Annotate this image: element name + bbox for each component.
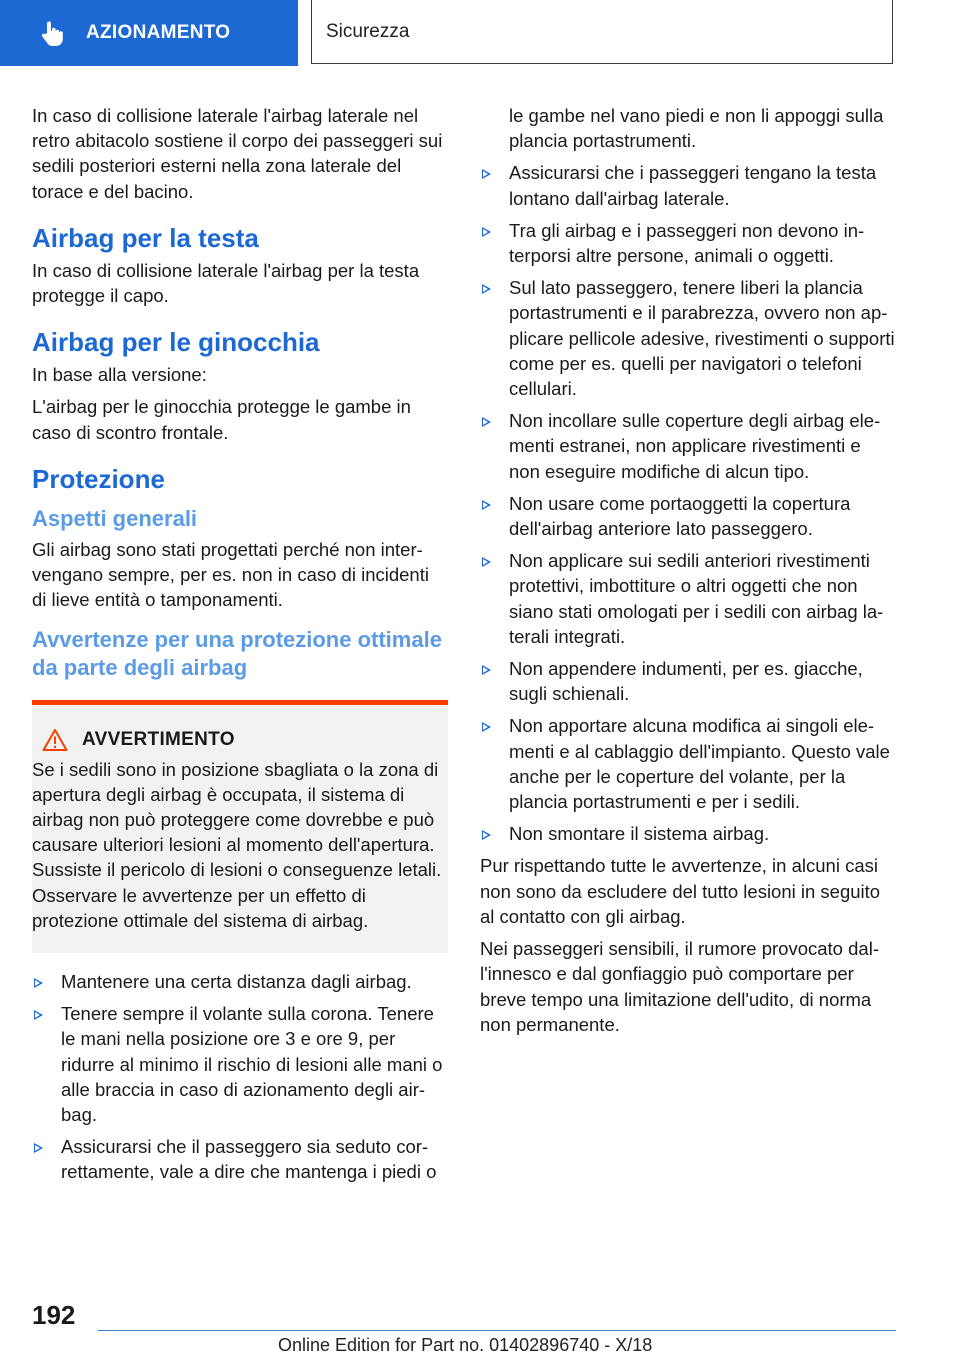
footer-divider	[98, 1330, 896, 1331]
footer-edition: Online Edition for Part no. 01402896740 - X/18	[278, 1335, 653, 1355]
list-item: Sul lato passeggero, tenere liberi la plancia portastrumenti e il parabrezza, ovvero non applicare pellicole adesive, rivestimenti o supporti come per es. quelli per navigatori o telefoni cellulari.	[480, 275, 896, 401]
bullet-triangle-icon	[482, 227, 491, 237]
warning-title: AVVERTIMENTO	[82, 729, 235, 751]
bullet-triangle-icon	[482, 665, 491, 675]
bullet-triangle-icon	[482, 557, 491, 567]
heading-protection: Protezione	[32, 463, 165, 494]
intro-paragraph: In caso di collisione laterale l'airbag laterale nel retro abitacolo sostiene il corpo dei passeggeri sui sedili posteriori esterni nella zona laterale del torace e del bacino.	[32, 105, 443, 202]
chapter-tab-azionamento[interactable]	[0, 0, 298, 66]
list-item: Non incollare sulle coperture degli airbag elementi estranei, non applicare rivestimenti e non eseguire modifiche di alcun tipo.	[480, 408, 896, 484]
heading-protection-notes: Avvertenze per una protezione ottimale da parte degli airbag	[32, 627, 442, 681]
bullet-triangle-icon	[482, 417, 491, 427]
list-item: Assicurarsi che il passeggero sia seduto correttamente, vale a dire che mantenga i piedi o	[32, 1134, 448, 1184]
list-item: Tra gli airbag e i passeggeri non devono interporsi altre persone, animali o oggetti.	[480, 218, 896, 268]
closing-paragraph-2: Nei passeggeri sensibili, il rumore provocato dall'innesco e dal gonfiaggio può comportare per breve tempo una limitazione dell'udito, di norma non permanente.	[480, 938, 879, 1035]
warning-header	[32, 727, 448, 752]
general-aspects-paragraph: Gli airbag sono stati progettati perché non intervengano sempre, per es. non in caso di incidenti di lieve entità o tamponamenti.	[32, 538, 429, 611]
list-item: Non apportare alcuna modifica ai singoli elementi e al cablaggio dell'impianto. Questo vale anche per le coperture del volante, per la plancia portastrumenti e per i sedili.	[480, 713, 896, 814]
bullet-triangle-icon	[34, 1143, 43, 1153]
bullet-triangle-icon	[482, 169, 491, 179]
page-number: 192	[32, 1300, 76, 1330]
section-tab-label: Sicurezza	[326, 20, 410, 42]
right-bullet-list	[480, 160, 896, 846]
head-airbag-paragraph: In caso di collisione laterale l'airbag per la testa protegge il capo.	[32, 259, 420, 307]
list-item: Non appendere indumenti, per es. giacche, sugli schienali.	[480, 656, 896, 706]
chapter-tab-label: AZIONAMENTO	[86, 22, 231, 43]
list-item: Tenere sempre il volante sulla corona. Tenere le mani nella posizione ore 3 e ore 9, per ridurre al minimo il rischio di lesioni alle mani o alle braccia in caso di azionamento degli airbag.	[32, 1001, 448, 1127]
bullet-triangle-icon	[482, 284, 491, 294]
warning-text: Se i sedili sono in posizione sbagliata o la zona di apertura degli airbag è occupata, il sistema di airbag non può proteggere come dovrebbe e può causare ulteriori lesioni al momento dell'apertura. Sussiste il pericolo di lesioni o conseguenze letali. Osservare le avvertenze per un effetto di protezione ottimale del sistema di airbag.	[32, 758, 442, 931]
knee-airbag-paragraph: L'airbag per le ginocchia protegge le gambe in caso di scontro frontale.	[32, 396, 411, 443]
bullet-triangle-icon	[482, 830, 491, 840]
heading-knee-airbag: Airbag per le ginocchia	[32, 327, 320, 358]
hand-pointer-icon	[38, 19, 66, 47]
heading-head-airbag: Airbag per la testa	[32, 222, 259, 253]
page-header	[0, 0, 960, 66]
closing-paragraph-1: Pur rispettando tutte le avvertenze, in alcuni casi non sono da escludere del tutto lesioni in seguito al contatto con gli airbag.	[480, 855, 881, 927]
left-column	[32, 103, 448, 1192]
right-column	[480, 103, 896, 1044]
list-item: Non smontare il sistema airbag.	[480, 821, 896, 846]
bullet-triangle-icon	[34, 1010, 43, 1020]
bullet-triangle-icon	[482, 722, 491, 732]
section-tab-sicurezza[interactable]	[311, 0, 893, 64]
list-item: Mantenere una certa distanza dagli airbag.	[32, 969, 448, 994]
list-item: Non usare come portaoggetti la copertura dell'airbag anteriore lato passeggero.	[480, 491, 896, 541]
bullet-triangle-icon	[482, 500, 491, 510]
warning-box	[32, 700, 448, 953]
knee-version-paragraph: In base alla versione:	[32, 364, 207, 386]
continuation-paragraph: le gambe nel vano piedi e non li appoggi sulla plancia portastrumenti.	[509, 105, 884, 152]
list-item: Non applicare sui sedili anteriori rivestimenti protettivi, imbottiture o altri oggetti che non siano stati omologati per i sedili con airbag laterali integrati.	[480, 548, 896, 649]
left-bullet-list	[32, 969, 448, 1185]
bullet-triangle-icon	[34, 978, 43, 988]
warning-triangle-icon	[42, 728, 68, 752]
heading-general-aspects: Aspetti generali	[32, 505, 198, 531]
list-item: Assicurarsi che i passeggeri tengano la testa lontano dall'airbag laterale.	[480, 160, 896, 210]
